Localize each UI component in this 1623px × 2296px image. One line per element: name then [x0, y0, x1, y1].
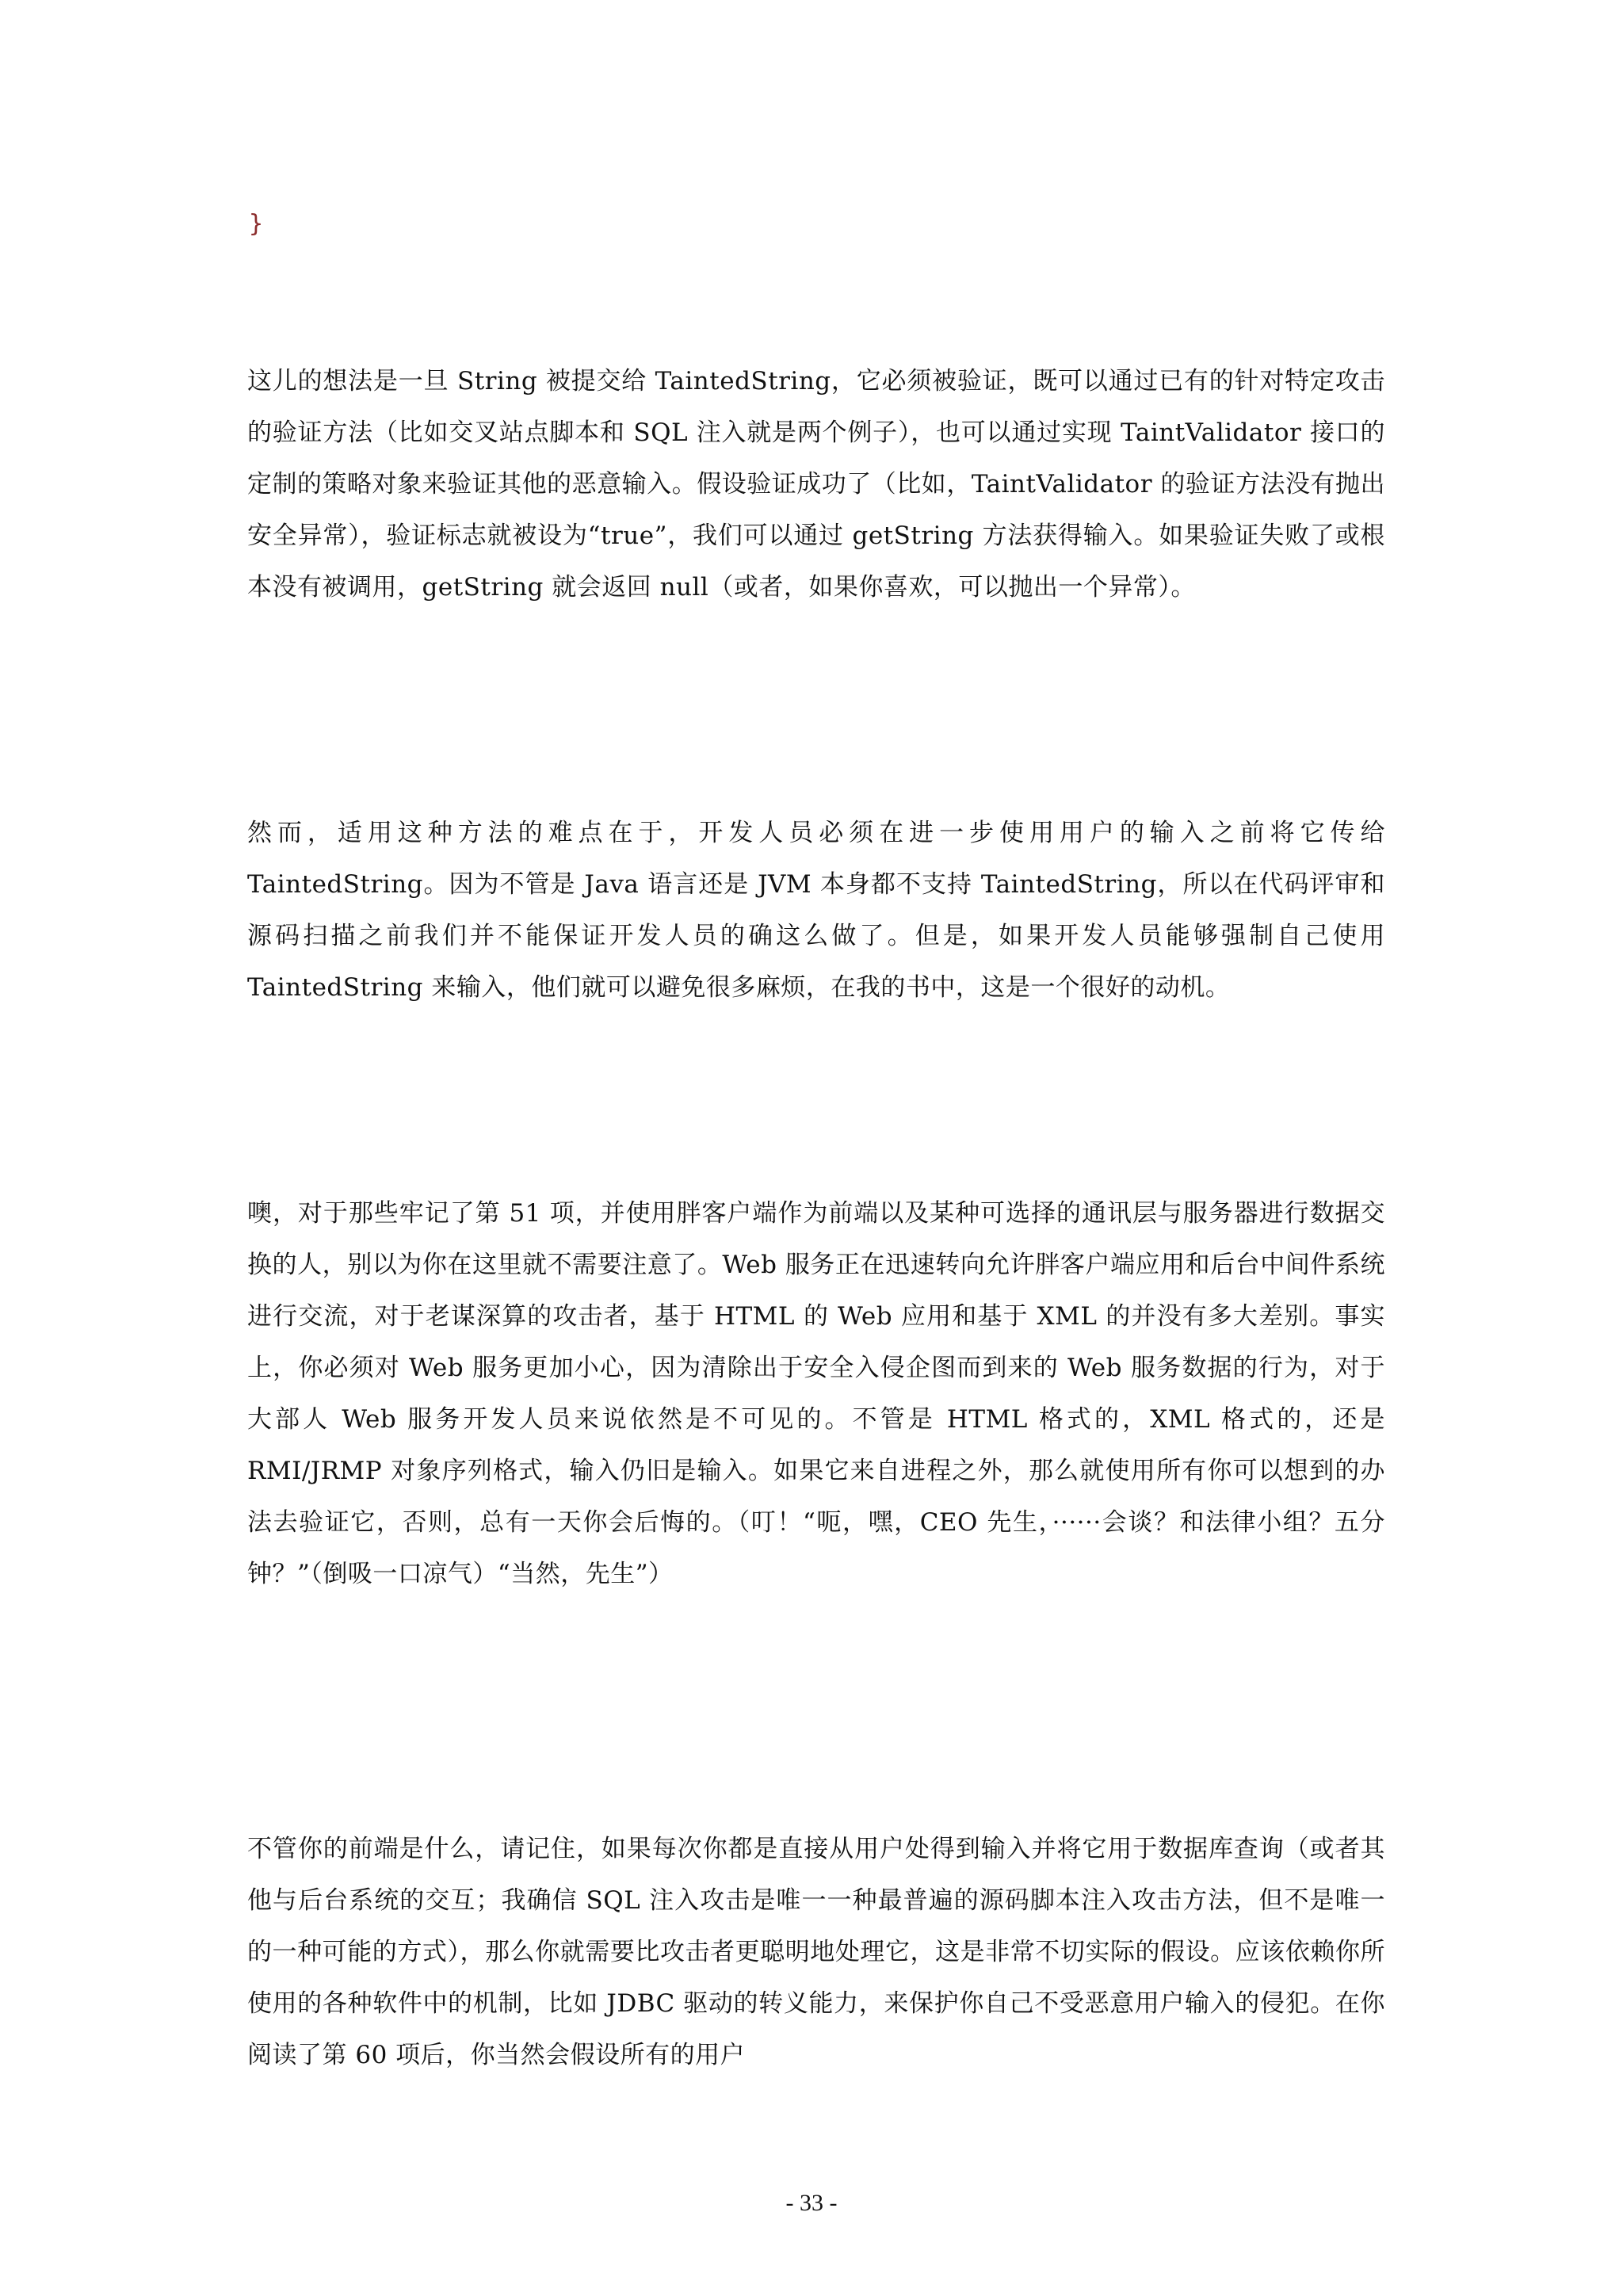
page-number: - 33 - [785, 2190, 838, 2216]
code-closing-brace: } [249, 210, 264, 238]
paragraph-tainted-string-difficulty: 然而，适用这种方法的难点在于，开发人员必须在进一步使用用户的输入之前将它传给 TaintedString。因为不管是 Java 语言还是 JVM 本身都不支持 TaintedString，所以在代码评审和源码扫描之前我们并不能保证开发人员的确这么做了。但是，如果开发人员能够强制自己使用 TaintedString 来输入，他们就可以避免很多麻烦，在我的书中，这是一个很好的动机。 [247, 819, 1385, 1002]
paragraph-web-services: 噢，对于那些牢记了第 51 项，并使用胖客户端作为前端以及某种可选择的通讯层与服务器进行数据交换的人，别以为你在这里就不需要注意了。Web 服务正在迅速转向允许胖客户端应用和后台中间件系统进行交流，对于老谋深算的攻击者，基于 HTML 的 Web 应用和基于 XML 的并没有多大差别。事实上，你必须对 Web 服务更加小心，因为清除出于安全入侵企图而到来的 Web 服务数据的行为，对于大部人 Web 服务开发人员来说依然是不可见的。不管是 HTML 格式的，XML 格式的，还是 RMI/JRMP 对象序列格式，输入仍旧是输入。如果它来自进程之外，那么就使用所有你可以想到的办法去验证它，否则，总有一天你会后悔的。（叮！“呃，嘿，CEO 先生，······会谈？和法律小组？五分钟？”（倒吸一口凉气）“当然，先生”） [247, 1199, 1385, 1588]
paragraph-tainted-string-validation: 这儿的想法是一旦 String 被提交给 TaintedString，它必须被验证，既可以通过已有的针对特定攻击的验证方法（比如交叉站点脚本和 SQL 注入就是两个例子），也可以通过实现 TaintValidator 接口的定制的策略对象来验证其他的恶意输入。假设验证成功了（比如，TaintValidator 的验证方法没有抛出安全异常），验证标志就被设为“true”，我们可以通过 getString 方法获得输入。如果验证失败了或根本没有被调用，getString 就会返回 null（或者，如果你喜欢，可以抛出一个异常）。 [247, 367, 1385, 602]
paragraph-sql-injection: 不管你的前端是什么，请记住，如果每次你都是直接从用户处得到输入并将它用于数据库查询（或者其他与后台系统的交互；我确信 SQL 注入攻击是唯一一种最普遍的源码脚本注入攻击方法，但不是唯一的一种可能的方式），那么你就需要比攻击者更聪明地处理它，这是非常不切实际的假设。应该依赖你所使用的各种软件中的机制，比如 JDBC 驱动的转义能力，来保护你自己不受恶意用户输入的侵犯。在你阅读了第 60 项后，你当然会假设所有的用户 [247, 1835, 1385, 2069]
